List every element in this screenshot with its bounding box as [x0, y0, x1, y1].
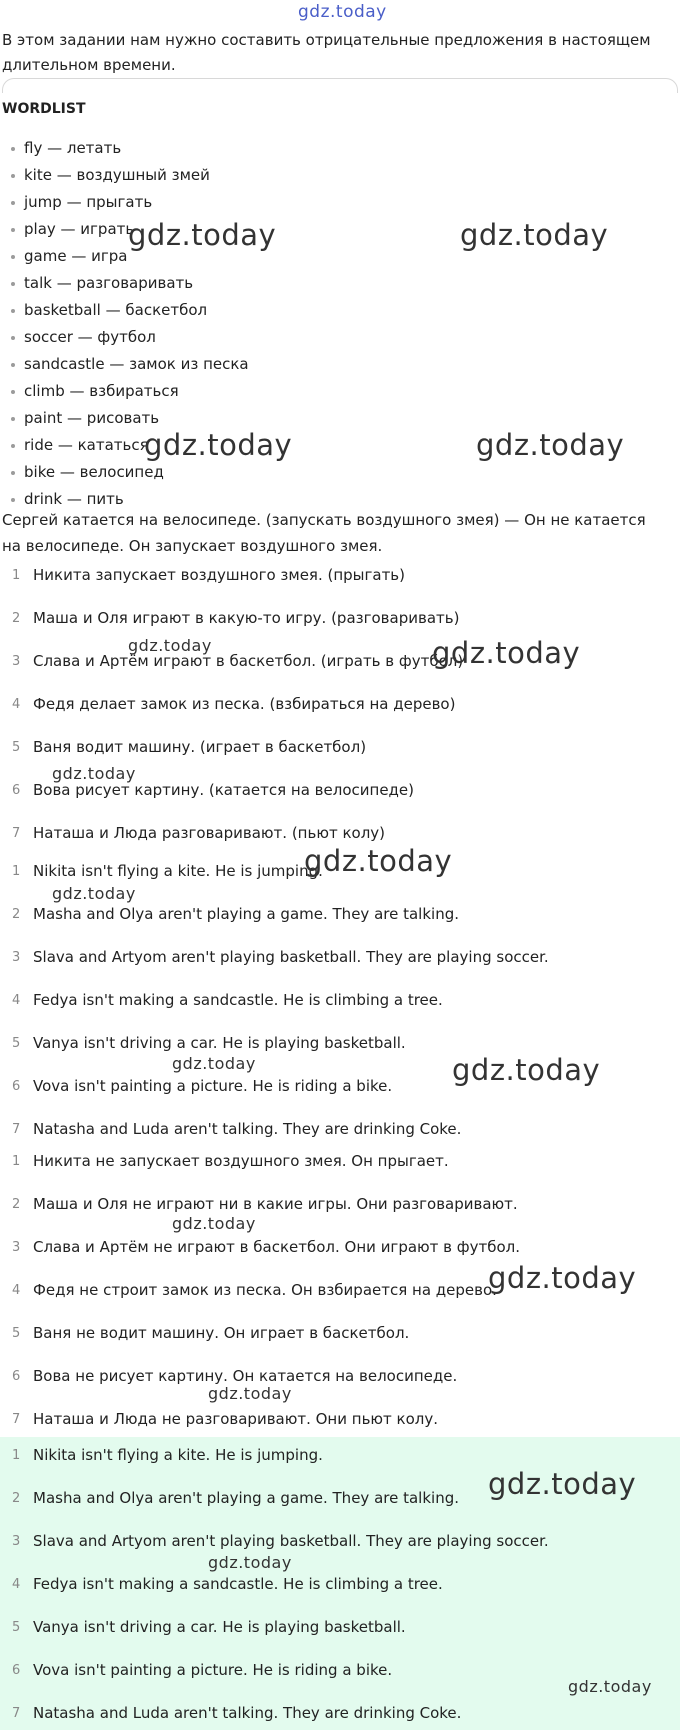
card-border: [2, 78, 678, 93]
item-text: Маша и Оля играют в какую-то игру. (разговаривать): [33, 609, 460, 627]
item-text: Федя делает замок из песка. (взбираться на дерево): [33, 695, 456, 713]
item-number: 7: [12, 1706, 21, 1721]
item-number: 6: [12, 1079, 21, 1094]
item-text: Masha and Olya aren't playing a game. They are talking.: [33, 1489, 459, 1507]
item-number: 3: [12, 1534, 21, 1549]
item-text: Вова рисует картину. (катается на велосипеде): [33, 781, 414, 799]
item-number: 5: [12, 1620, 21, 1635]
item-number: 2: [12, 1491, 21, 1506]
watermark: gdz.today: [52, 764, 136, 783]
item-number: 7: [12, 826, 21, 841]
item-text: Nikita isn't flying a kite. He is jumping.: [33, 1446, 323, 1464]
list-item: [0, 1692, 680, 1735]
item-number: 3: [12, 654, 21, 669]
list-item: [0, 1312, 680, 1355]
watermark: gdz.today: [128, 218, 277, 252]
wordlist-item: kite — воздушный змей: [0, 162, 249, 189]
watermark: gdz.today: [452, 1053, 601, 1087]
wordlist-item: ride — кататься: [0, 432, 249, 459]
list-item: [0, 726, 680, 769]
item-number: 7: [12, 1412, 21, 1427]
watermark: gdz.today: [172, 1214, 256, 1233]
list-item: [0, 936, 680, 979]
watermark: gdz.today: [432, 636, 581, 670]
watermark: gdz.today: [208, 1553, 292, 1572]
item-text: Никита не запускает воздушного змея. Он прыгает.: [33, 1152, 449, 1170]
item-number: 2: [12, 1197, 21, 1212]
watermark: gdz.today: [304, 844, 453, 878]
item-text: Masha and Olya aren't playing a game. They are talking.: [33, 905, 459, 923]
example-sentence: Сергей катается на велосипеде. (запускать воздушного змея) — Он не катается на велосипеде. Он запускает воздушного змея.: [2, 511, 646, 555]
wordlist-item: talk — разговаривать: [0, 270, 249, 297]
item-text: Nikita isn't flying a kite. He is jumping.: [33, 862, 323, 880]
watermark: gdz.today: [128, 636, 212, 655]
item-text: Natasha and Luda aren't talking. They are drinking Coke.: [33, 1704, 462, 1722]
list-item: [0, 683, 680, 726]
task-intro: В этом задании нам нужно составить отрицательные предложения в настоящем длительном времени.: [2, 31, 651, 74]
item-number: 1: [12, 1448, 21, 1463]
wordlist-item: drink — пить: [0, 486, 249, 513]
watermark: gdz.today: [476, 428, 625, 462]
item-number: 6: [12, 1369, 21, 1384]
list-item: [0, 1563, 680, 1606]
item-number: 6: [12, 1663, 21, 1678]
wordlist-item: climb — взбираться: [0, 378, 249, 405]
item-number: 1: [12, 568, 21, 583]
item-text: Ваня водит машину. (играет в баскетбол): [33, 738, 367, 756]
list-item: [0, 979, 680, 1022]
item-text: Vova isn't painting a picture. He is riding a bike.: [33, 1077, 393, 1095]
list-item: [0, 1183, 680, 1226]
item-number: 2: [12, 611, 21, 626]
wordlist-item: fly — летать: [0, 135, 249, 162]
watermark: gdz.today: [568, 1677, 652, 1696]
item-text: Slava and Artyom aren't playing basketball. They are playing soccer.: [33, 948, 549, 966]
item-number: 5: [12, 1326, 21, 1341]
item-text: Никита запускает воздушного змея. (прыгать): [33, 566, 406, 584]
item-number: 2: [12, 907, 21, 922]
item-number: 6: [12, 783, 21, 798]
wordlist-item: paint — рисовать: [0, 405, 249, 432]
item-number: 4: [12, 697, 21, 712]
list-item: [0, 1140, 680, 1183]
wordlist-item: bike — велосипед: [0, 459, 249, 486]
item-text: Слава и Артём не играют в баскетбол. Они играют в футбол.: [33, 1238, 520, 1256]
watermark: gdz.today: [488, 1261, 637, 1295]
item-text: Fedya isn't making a sandcastle. He is climbing a tree.: [33, 1575, 443, 1593]
item-text: Слава и Артём играют в баскетбол. (играть в футбол): [33, 652, 464, 670]
item-number: 4: [12, 1577, 21, 1592]
wordlist-item: jump — прыгать: [0, 189, 249, 216]
watermark: gdz.today: [52, 884, 136, 903]
item-text: Vova isn't painting a picture. He is riding a bike.: [33, 1661, 393, 1679]
item-number: 5: [12, 740, 21, 755]
site-logo[interactable]: gdz.today: [298, 2, 387, 22]
item-number: 4: [12, 993, 21, 1008]
list-item: [0, 1606, 680, 1649]
item-number: 5: [12, 1036, 21, 1051]
wordlist-item: soccer — футбол: [0, 324, 249, 351]
item-text: Slava and Artyom aren't playing basketball. They are playing soccer.: [33, 1532, 549, 1550]
watermark: gdz.today: [144, 428, 293, 462]
watermark: gdz.today: [208, 1384, 292, 1403]
watermark: gdz.today: [172, 1054, 256, 1073]
wordlist-item: game — игра: [0, 243, 249, 270]
wordlist-item: play — играть: [0, 216, 249, 243]
wordlist-item: basketball — баскетбол: [0, 297, 249, 324]
item-text: Natasha and Luda aren't talking. They are drinking Coke.: [33, 1120, 462, 1138]
wordlist-title: WORDLIST: [2, 101, 86, 117]
item-number: 4: [12, 1283, 21, 1298]
item-number: 3: [12, 950, 21, 965]
item-text: Vanya isn't driving a car. He is playing basketball.: [33, 1618, 406, 1636]
list-item: [0, 1520, 680, 1563]
wordlist-item: sandcastle — замок из песка: [0, 351, 249, 378]
watermark: gdz.today: [460, 218, 609, 252]
item-number: 3: [12, 1240, 21, 1255]
list-item: [0, 1355, 680, 1398]
item-text: Наташа и Люда разговаривают. (пьют колу): [33, 824, 386, 842]
item-text: Vanya isn't driving a car. He is playing basketball.: [33, 1034, 406, 1052]
task-list-ru: [0, 554, 680, 855]
item-text: Вова не рисует картину. Он катается на велосипеде.: [33, 1367, 458, 1385]
item-number: 1: [12, 1154, 21, 1169]
item-text: Маша и Оля не играют ни в какие игры. Они разговаривают.: [33, 1195, 518, 1213]
list-item: [0, 554, 680, 597]
watermark: gdz.today: [488, 1467, 637, 1501]
item-text: Федя не строит замок из песка. Он взбирается на дерево.: [33, 1281, 497, 1299]
item-text: Наташа и Люда не разговаривают. Они пьют колу.: [33, 1410, 439, 1428]
item-text: Fedya isn't making a sandcastle. He is climbing a tree.: [33, 991, 443, 1009]
list-item: [0, 597, 680, 640]
item-text: Ваня не водит машину. Он играет в баскетбол.: [33, 1324, 410, 1342]
item-number: 1: [12, 864, 21, 879]
item-number: 7: [12, 1122, 21, 1137]
